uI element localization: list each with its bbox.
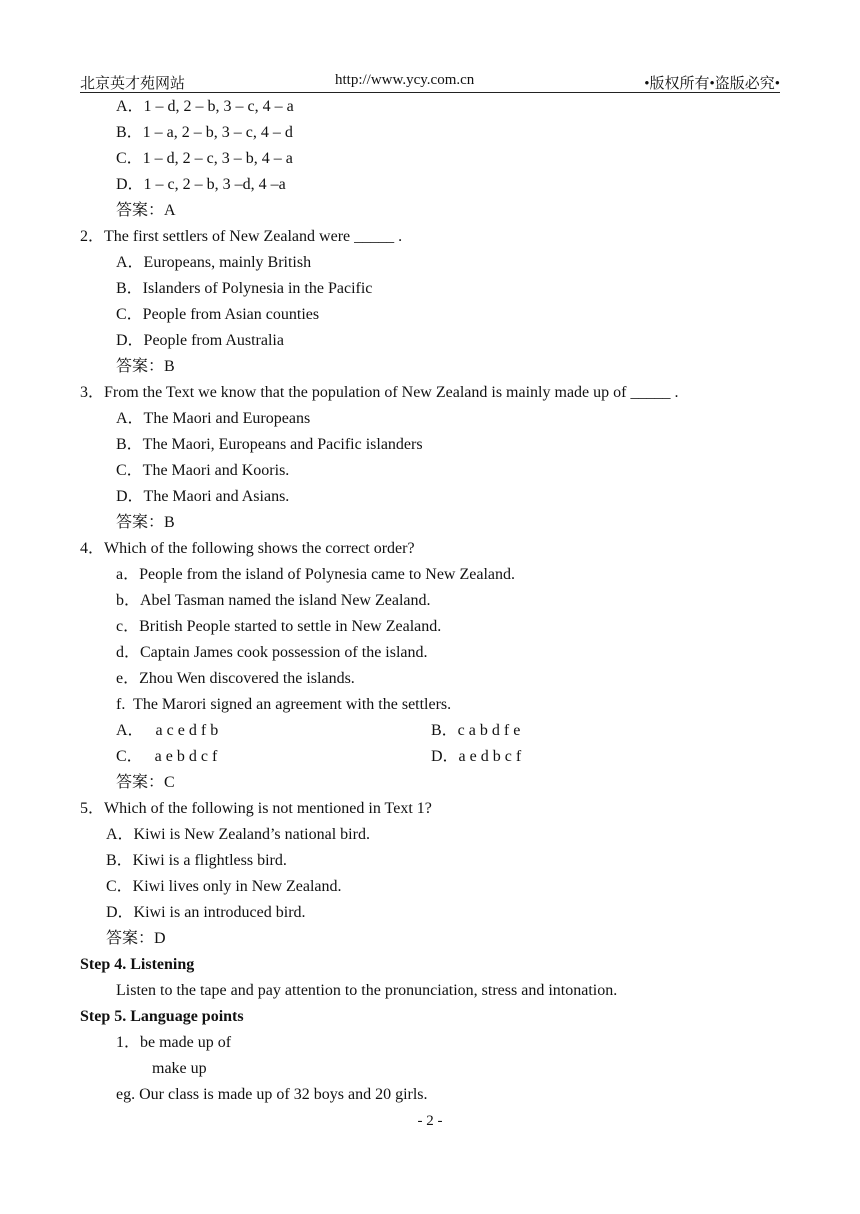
q4-event-b: b．Abel Tasman named the island New Zealand. [116,592,431,609]
q5-option-a: A．Kiwi is New Zealand’s national bird. [106,826,370,843]
q2-answer: 答案：B [116,358,175,375]
q2-option-b: B．Islanders of Polynesia in the Pacific [116,280,373,297]
q2-option-c: C．People from Asian counties [116,306,320,323]
header-copyright: •版权所有•盗版必究• [644,76,780,92]
q5-option-c: C．Kiwi lives only in New Zealand. [106,878,342,895]
step4-text: Listen to the tape and pay attention to the pronunciation, stress and intonation. [116,982,618,999]
q4-event-f: f. The Marori signed an agreement with the settlers. [116,696,452,713]
q4-event-e: e．Zhou Wen discovered the islands. [116,670,355,687]
header-url[interactable]: http://www.ycy.com.cn [335,72,475,88]
q3-stem: 3．From the Text we know that the population of New Zealand is mainly made up of _____ . [80,384,679,401]
q4-event-c: c．British People started to settle in New Zealand. [116,618,442,635]
step5-item-1b: make up [152,1060,207,1077]
q4-event-d: d．Captain James cook possession of the island. [116,644,428,661]
header-site-name: 北京英才苑网站 [80,76,186,92]
q5-option-b: B．Kiwi is a flightless bird. [106,852,287,869]
page-number: - 2 - [417,1113,443,1129]
q3-option-a: A．The Maori and Europeans [116,410,311,427]
q4-stem: 4．Which of the following shows the correct order? [80,540,415,557]
q2-option-d: D．People from Australia [116,332,284,349]
q1-option-b: B．1 – a, 2 – b, 3 – c, 4 – d [116,124,293,141]
q4-option-c: C． a e b d c f [116,748,218,765]
q4-option-d: D．a e d b c f [431,748,522,765]
q1-option-a: A．1 – d, 2 – b, 3 – c, 4 – a [116,98,294,115]
q5-option-d: D．Kiwi is an introduced bird. [106,904,306,921]
q4-option-a: A． a c e d f b [116,722,219,739]
q4-event-a: a．People from the island of Polynesia came to New Zealand. [116,566,515,583]
q4-option-b: B．c a b d f e [431,722,521,739]
q5-answer: 答案：D [106,930,166,947]
q5-stem: 5．Which of the following is not mentioned in Text 1? [80,800,432,817]
q3-answer: 答案：B [116,514,175,531]
q2-stem: 2．The first settlers of New Zealand were _____ . [80,228,403,245]
step5-heading: Step 5. Language points [80,1008,244,1025]
q3-option-b: B．The Maori, Europeans and Pacific islanders [116,436,423,453]
step4-heading: Step 4. Listening [80,956,195,973]
q2-option-a: A．Europeans, mainly British [116,254,312,271]
page-header [80,70,780,93]
q1-answer: 答案：A [116,202,176,219]
q4-answer: 答案：C [116,774,175,791]
q3-option-d: D．The Maori and Asians. [116,488,290,505]
q3-option-c: C．The Maori and Kooris. [116,462,290,479]
step5-item-1: 1．be made up of [116,1034,232,1051]
q1-option-c: C．1 – d, 2 – c, 3 – b, 4 – a [116,150,293,167]
q1-option-d: D．1 – c, 2 – b, 3 –d, 4 –a [116,176,286,193]
step5-example: eg. Our class is made up of 32 boys and 20 girls. [116,1086,428,1103]
